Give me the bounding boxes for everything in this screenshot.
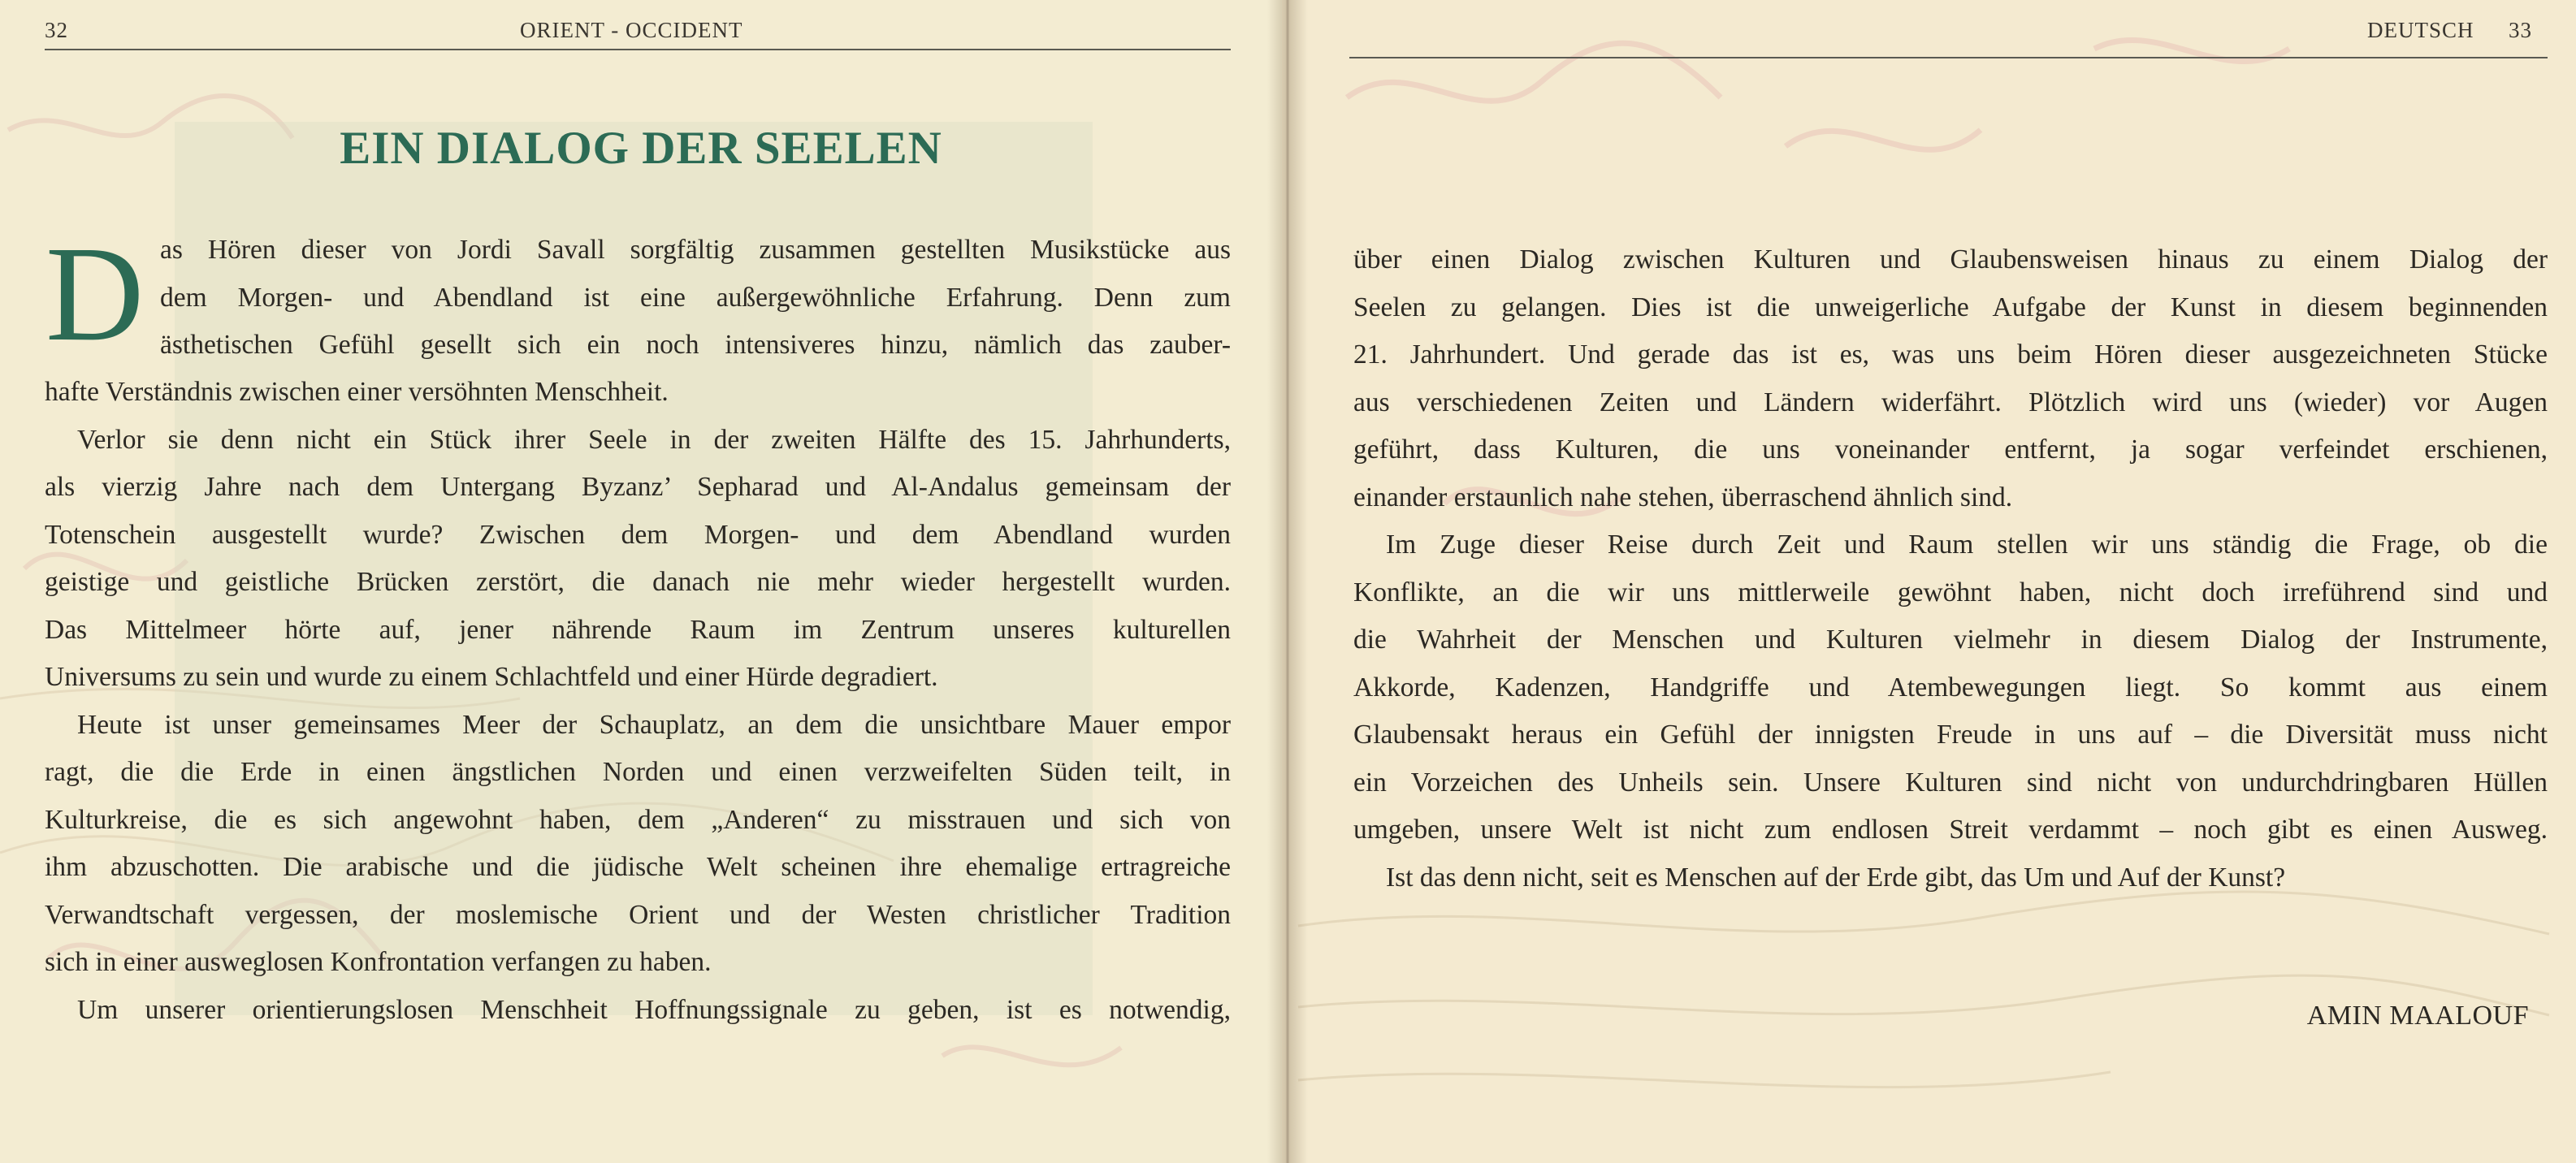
drop-cap: D <box>45 218 145 370</box>
body-text-right <box>1353 236 2548 901</box>
right-page <box>1282 0 2576 1163</box>
article-title: EIN DIALOG DER SEELEN <box>340 123 942 174</box>
text-line: Im Zuge dieser Reise durch Zeit und Raum stellen wir uns ständig die Frage, ob die <box>1386 530 2548 560</box>
text-line: ästhetischen Gefühl gesellt sich ein noch intensiveres hinzu, nämlich das zauber- <box>160 330 1231 360</box>
text-line: geistige und geistliche Brücken zerstört, die danach nie mehr wieder hergestellt wurden. <box>45 567 1231 597</box>
intro-paragraph <box>160 227 1231 370</box>
header-rule <box>1349 57 2548 58</box>
text-line: Das Mittelmeer hörte auf, jener nährende Raum im Zentrum unseres kulturellen <box>45 614 1231 645</box>
left-page <box>0 0 1282 1163</box>
author-signature: AMIN MAALOUF <box>2306 1001 2529 1031</box>
page-number: 33 <box>2509 18 2532 42</box>
text-line: as Hören dieser von Jordi Savall sorgfältig zusammen gestellten Musikstücke aus <box>160 235 1231 265</box>
body-text-left <box>45 369 1231 1034</box>
header-rule <box>45 49 1231 50</box>
text-line: sich in einer ausweglosen Konfrontation verfangen zu haben. <box>45 947 712 977</box>
book-gutter <box>1267 0 1308 1163</box>
text-line: Seelen zu gelangen. Dies ist die unweigerliche Aufgabe der Kunst in diesem beginnenden <box>1353 292 2548 322</box>
text-line: Glaubensakt heraus ein Gefühl der innigsten Freude in uns auf – die Diversität muss nicht <box>1353 720 2548 750</box>
text-line: die Wahrheit der Menschen und Kulturen vielmehr in diesem Dialog der Instrumente, <box>1353 625 2548 655</box>
text-line: über einen Dialog zwischen Kulturen und Glaubensweisen hinaus zu einem Dialog der <box>1353 244 2548 275</box>
text-line: hafte Verständnis zwischen einer versöhnten Menschheit. <box>45 377 669 407</box>
text-line: Akkorde, Kadenzen, Handgriffe und Atembewegungen liegt. So kommt aus einem <box>1353 672 2548 703</box>
text-line: als vierzig Jahre nach dem Untergang Byzanz’ Sepharad und Al-Andalus gemeinsam der <box>45 472 1231 502</box>
text-line: Ist das denn nicht, seit es Menschen auf der Erde gibt, das Um und Auf der Kunst? <box>1386 862 2286 893</box>
text-line: geführt, dass Kulturen, die uns voneinander entfernt, ja sogar verfeindet erschienen, <box>1353 435 2548 465</box>
text-line: Kulturkreise, die es sich angewohnt haben, dem „Anderen“ zu misstrauen und sich von <box>45 804 1231 835</box>
running-head: ORIENT - OCCIDENT <box>520 18 743 42</box>
text-line: 21. Jahrhundert. Und gerade das ist es, was uns beim Hören dieser ausgezeichneten Stücke <box>1353 339 2548 370</box>
running-head: DEUTSCH <box>2367 18 2474 42</box>
text-line: ragt, die die Erde in einen ängstlichen Norden und einen verzweifelten Süden teilt, in <box>45 757 1231 787</box>
text-line: Verwandtschaft vergessen, der moslemische Orient und der Westen christlicher Tradition <box>45 899 1231 930</box>
text-line: ihm abzuschotten. Die arabische und die jüdische Welt scheinen ihre ehemalige ertragreiche <box>45 852 1231 882</box>
text-line: aus verschiedenen Zeiten und Ländern widerfährt. Plötzlich wird uns (wieder) vor Augen <box>1353 387 2548 417</box>
text-line: Heute ist unser gemeinsames Meer der Schauplatz, an dem die unsichtbare Mauer empor <box>77 709 1231 740</box>
text-line: umgeben, unsere Welt ist nicht zum endlosen Streit verdammt – noch gibt es einen Ausweg. <box>1353 815 2548 845</box>
text-line: Verlor sie denn nicht ein Stück ihrer Seele in der zweiten Hälfte des 15. Jahrhunderts, <box>77 424 1231 455</box>
page-number: 32 <box>45 18 68 42</box>
text-line: Konflikte, an die wir uns mittlerweile gewöhnt haben, nicht doch irreführend sind und <box>1353 577 2548 607</box>
text-line: dem Morgen- und Abendland ist eine außergewöhnliche Erfahrung. Denn zum <box>160 282 1231 313</box>
text-line: Um unserer orientierungslosen Menschheit Hoffnungssignale zu geben, ist es notwendig, <box>77 994 1231 1025</box>
text-line: Totenschein ausgestellt wurde? Zwischen dem Morgen- und dem Abendland wurden <box>45 519 1231 550</box>
text-line: Universums zu sein und wurde zu einem Schlachtfeld und einer Hürde degradiert. <box>45 662 938 692</box>
text-line: einander erstaunlich nahe stehen, überraschend ähnlich sind. <box>1353 482 2013 512</box>
text-line: ein Vorzeichen des Unheils sein. Unsere Kulturen sind nicht von undurchdringbaren Hüllen <box>1353 767 2548 798</box>
